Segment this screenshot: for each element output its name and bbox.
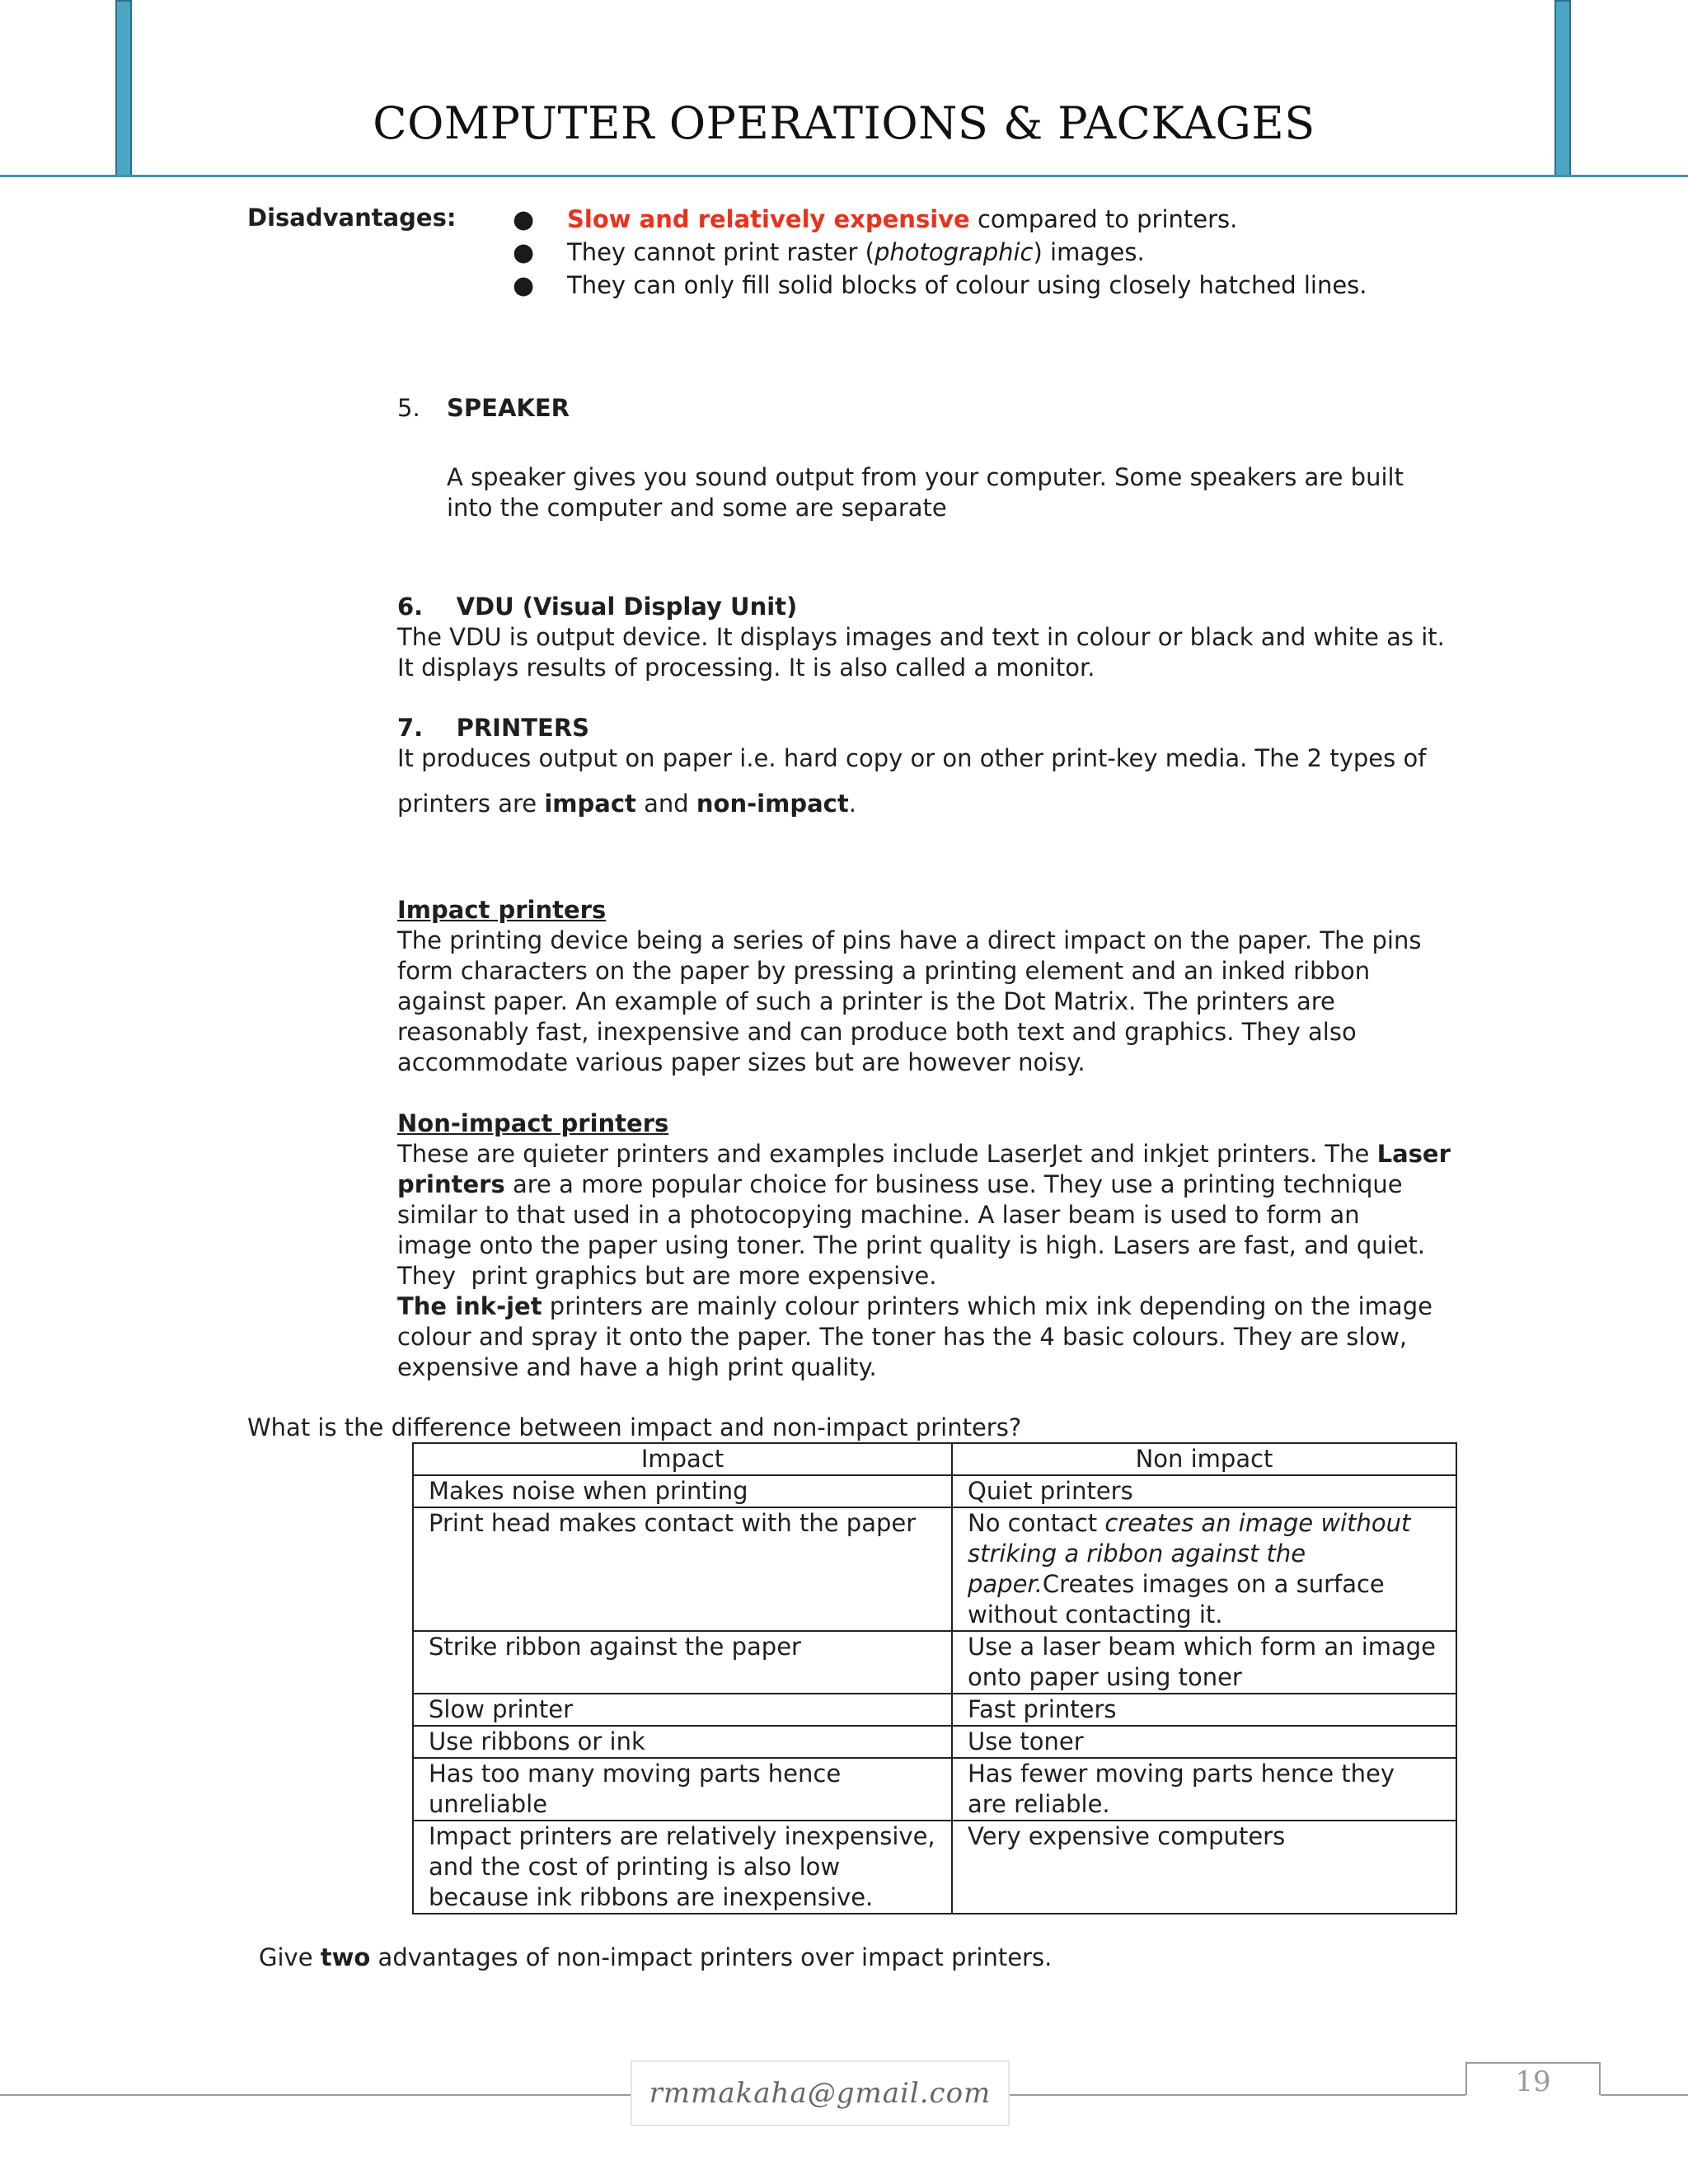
- paragraph-line: colour and spray it onto the paper. The toner has the 4 basic colours. They are slow,: [397, 1323, 1408, 1351]
- table-row: [413, 1726, 1456, 1758]
- bullet-icon: ●: [513, 271, 535, 300]
- bullet-icon: ●: [513, 238, 535, 267]
- table-row: [413, 1758, 1456, 1821]
- header-rule: [0, 175, 1688, 177]
- table-cell: Strike ribbon against the paper: [413, 1631, 952, 1694]
- footer-rule-far-right: [1601, 2094, 1688, 2096]
- paragraph-line: The ink-jet printers are mainly colour printers which mix ink depending on the image: [397, 1292, 1432, 1320]
- section-heading-speaker: SPEAKER: [447, 394, 570, 422]
- table-cell: Use toner: [952, 1726, 1456, 1758]
- section-number: 5.: [397, 394, 420, 422]
- paragraph-line: against paper. An example of such a printer is the Dot Matrix. The printers are: [397, 987, 1335, 1015]
- table-cell: No contact creates an image without striking a ribbon against the paper.Creates images on a surface without contacting it.: [952, 1507, 1456, 1631]
- column-header: Impact: [413, 1443, 952, 1475]
- table-cell: Print head makes contact with the paper: [413, 1507, 952, 1631]
- paragraph-line: A speaker gives you sound output from your computer. Some speakers are built: [447, 463, 1404, 491]
- paragraph-line: image onto the paper using toner. The print quality is high. Lasers are fast, and quiet.: [397, 1231, 1426, 1259]
- bullet-icon: ●: [513, 205, 535, 234]
- header-frame-right: [1554, 0, 1571, 177]
- emphasis-text: Slow and relatively expensive: [567, 205, 970, 233]
- paragraph-line: accommodate various paper sizes but are however noisy.: [397, 1048, 1085, 1076]
- footer-rule-right: [1010, 2094, 1465, 2096]
- page-number: 19: [1465, 2062, 1601, 2095]
- table-row: [413, 1507, 1456, 1631]
- paragraph-line: The VDU is output device. It displays images and text in colour or black and white as it.: [397, 623, 1445, 651]
- table-row: [413, 1694, 1456, 1726]
- table-cell: Very expensive computers: [952, 1821, 1456, 1914]
- footer-email: rmmakaha@gmail.com: [631, 2060, 1010, 2126]
- paragraph-line: The printing device being a series of pins have a direct impact on the paper. The pins: [397, 926, 1422, 954]
- paragraph-line: They print graphics but are more expensive.: [397, 1262, 937, 1290]
- paragraph-line: These are quieter printers and examples include LaserJet and inkjet printers. The Laser: [397, 1140, 1451, 1168]
- question-text: What is the difference between impact and non-impact printers?: [247, 1413, 1022, 1441]
- paragraph-line: It displays results of processing. It is also called a monitor.: [397, 654, 1095, 682]
- table-cell: Quiet printers: [952, 1475, 1456, 1507]
- paragraph-line: expensive and have a high print quality.: [397, 1353, 877, 1381]
- table-cell: Makes noise when printing: [413, 1475, 952, 1507]
- disadvantages-label: Disadvantages:: [247, 204, 457, 232]
- table-cell: Use ribbons or ink: [413, 1726, 952, 1758]
- table-cell: Impact printers are relatively inexpensive, and the cost of printing is also low because ink ribbons are inexpensive.: [413, 1821, 952, 1914]
- column-header: Non impact: [952, 1443, 1456, 1475]
- table-row: [413, 1631, 1456, 1694]
- table-cell: Has fewer moving parts hence they are reliable.: [952, 1758, 1456, 1821]
- section-heading-non-impact: Non-impact printers: [397, 1109, 669, 1137]
- comparison-table: [412, 1442, 1457, 1915]
- section-heading-impact: Impact printers: [397, 896, 607, 924]
- page-title: COMPUTER OPERATIONS & PACKAGES: [373, 97, 1315, 149]
- paragraph-line: form characters on the paper by pressing a printing element and an inked ribbon: [397, 957, 1371, 985]
- section-heading-vdu: 6. VDU (Visual Display Unit): [397, 593, 798, 621]
- table-row: [413, 1475, 1456, 1507]
- paragraph-line: It produces output on paper i.e. hard copy or on other print-key media. The 2 types of: [397, 744, 1427, 772]
- table-cell: Has too many moving parts hence unreliable: [413, 1758, 952, 1821]
- section-heading-printers: 7. PRINTERS: [397, 714, 590, 742]
- table-cell: Use a laser beam which form an image onto paper using toner: [952, 1631, 1456, 1694]
- header-frame-left: [115, 0, 132, 177]
- footer-rule-left: [0, 2094, 631, 2096]
- table-header-row: [413, 1443, 1456, 1475]
- table-cell: Fast printers: [952, 1694, 1456, 1726]
- question-text: Give two advantages of non-impact printers over impact printers.: [259, 1943, 1053, 1971]
- paragraph-line: similar to that used in a photocopying machine. A laser beam is used to form an: [397, 1201, 1360, 1229]
- paragraph-line: printers are impact and non-impact.: [397, 790, 856, 818]
- paragraph-line: reasonably fast, inexpensive and can produce both text and graphics. They also: [397, 1018, 1357, 1046]
- paragraph-line: printers are a more popular choice for business use. They use a printing technique: [397, 1170, 1403, 1198]
- table-cell: Slow printer: [413, 1694, 952, 1726]
- table-row: [413, 1821, 1456, 1914]
- paragraph-line: into the computer and some are separate: [447, 494, 947, 522]
